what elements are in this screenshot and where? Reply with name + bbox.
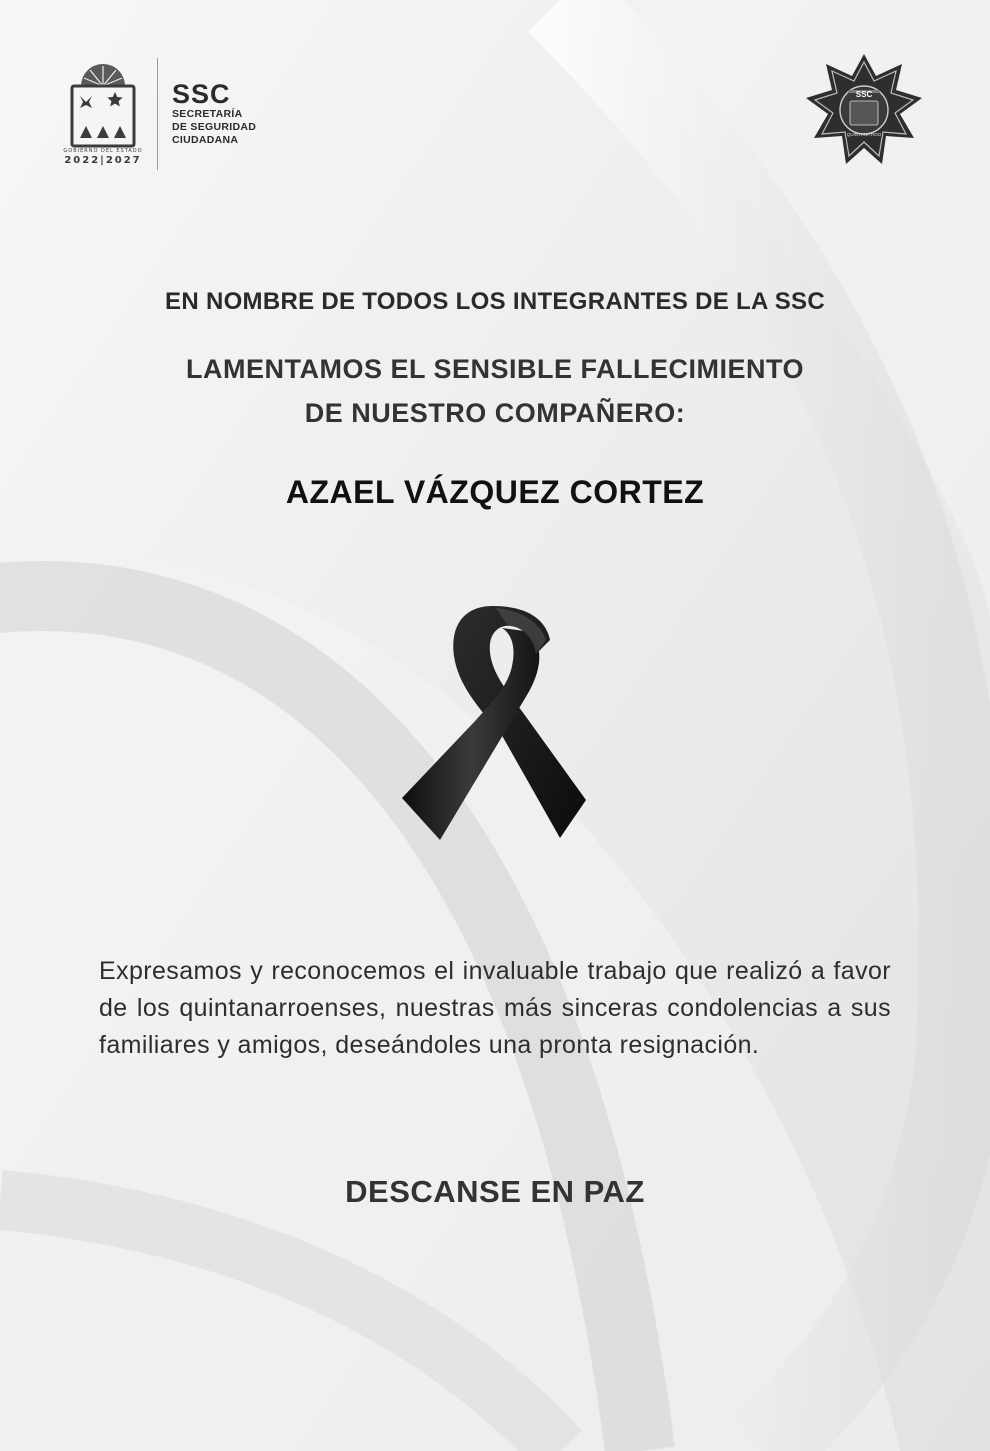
header-divider [157,58,158,170]
gov-caption [60,148,146,166]
condolence-heading-line-1: LAMENTAMOS EL SENSIBLE FALLECIMIENTO [185,354,805,384]
ssc-logo-text [172,80,256,147]
deceased-name: AZAEL VÁZQUEZ CORTEZ [285,474,705,510]
condolence-message: Expresamos y reconocemos el invaluable trabajo que realizó a favor de los quintanarroenses, nuestras más sinceras condolencias a sus familiares y amigos, deseándoles una pronta resignación. [99,957,891,1059]
police-star-badge-icon [802,52,926,168]
ssc-acronym: SSC [172,79,231,109]
ssc-line-2: DE SEGURIDAD [172,121,257,133]
gov-caption-small: GOBIERNO DEL ESTADO [63,148,143,154]
condolence-heading [0,347,990,435]
badge-label-bottom: QUINTANA ROO [846,132,882,137]
closing-phrase: DESCANSE EN PAZ [345,1174,645,1209]
intro-heading: EN NOMBRE DE TODOS LOS INTEGRANTES DE LA SSC [165,288,825,315]
ssc-line-3: CIUDADANA [172,134,239,146]
badge-label-top: SSC [855,90,873,99]
condolence-heading-line-2: DE NUESTRO COMPAÑERO: [304,398,686,428]
gov-caption-years: 2022|2027 [64,155,142,166]
ssc-line-1: SECRETARÍA [172,108,243,120]
black-mourning-ribbon-icon [400,604,590,846]
